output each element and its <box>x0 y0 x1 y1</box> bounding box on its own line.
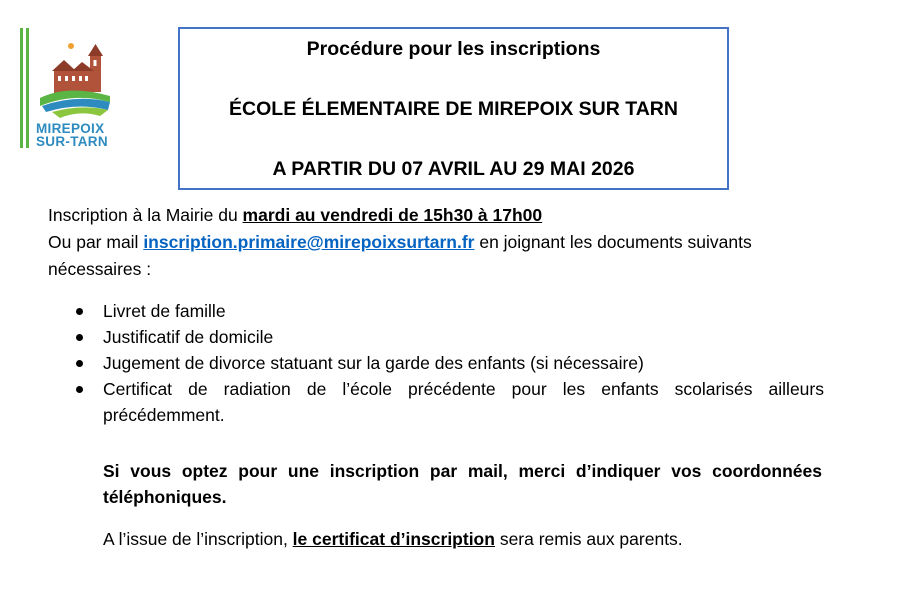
email-link[interactable]: inscription.primaire@mirepoixsurtarn.fr <box>143 232 475 252</box>
intro-email-suffix: en joignant les documents suivants <box>474 232 752 252</box>
closing-prefix: A l’issue de l’inscription, <box>103 529 293 549</box>
bullet-dot <box>76 360 83 367</box>
document-label: Justificatif de domicile <box>103 327 274 347</box>
title-date-range: A PARTIR DU 07 AVRIL AU 29 MAI 2026 <box>272 158 635 180</box>
logo-bar-right <box>26 28 29 148</box>
title-box <box>178 27 729 190</box>
closing-suffix: sera remis aux parents. <box>494 529 683 549</box>
certificate-label: le certificat d’inscription <box>292 529 495 549</box>
mail-notice: Si vous optez pour une inscription par mail, merci d’indiquer vos coordonnées téléphoniques. <box>103 461 822 507</box>
bullet-dot <box>76 308 83 315</box>
document-item <box>72 324 832 350</box>
logo-text-line2: SUR-TARN <box>36 134 108 149</box>
logo-text-line1: MIREPOIX <box>36 121 105 136</box>
closing-line <box>103 526 683 552</box>
intro-line-hours <box>48 202 542 228</box>
village-church-icon <box>38 40 118 120</box>
intro-email-prefix: Ou par mail <box>48 232 144 252</box>
document-label: Jugement de divorce statuant sur la garde des enfants (si nécessaire) <box>103 353 644 373</box>
document-item <box>72 298 832 324</box>
bullet-dot <box>76 386 83 393</box>
document-item <box>72 376 824 428</box>
opening-hours: mardi au vendredi de 15h30 à 17h00 <box>242 205 543 225</box>
title-procedure: Procédure pour les inscriptions <box>306 38 601 60</box>
intro-line-email <box>48 229 752 255</box>
document-label: Livret de famille <box>103 301 226 321</box>
title-school-name: ÉCOLE ÉLEMENTAIRE DE MIREPOIX SUR TARN <box>229 98 678 120</box>
document-label: Certificat de radiation de l’école précédente pour les enfants scolarisés ailleurs précédemment. <box>103 379 824 425</box>
logo-bar-left <box>20 28 23 148</box>
mirepoix-logo <box>18 28 128 153</box>
documents-list <box>72 298 832 428</box>
document-item <box>72 350 832 376</box>
bullet-dot <box>76 334 83 341</box>
intro-hours-prefix: Inscription à la Mairie du <box>48 205 243 225</box>
intro-line-necessary: nécessaires : <box>48 259 152 279</box>
